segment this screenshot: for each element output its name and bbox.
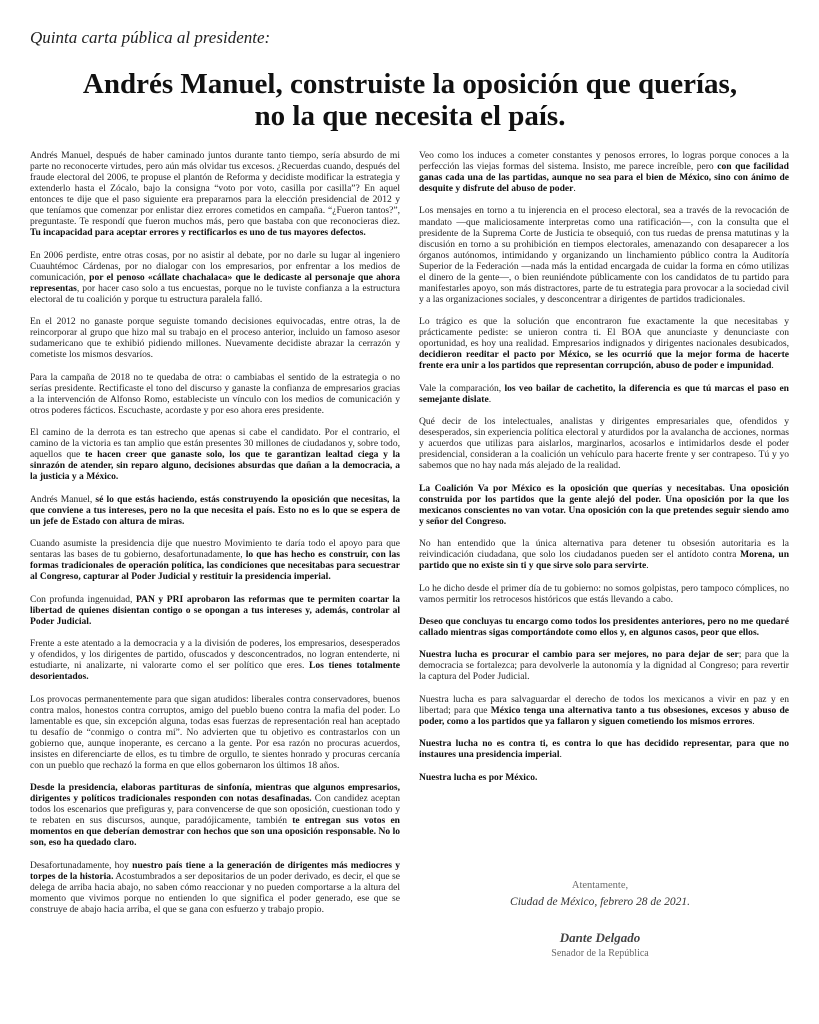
text-run: Con profunda ingenuidad, — [30, 593, 136, 605]
bold-text: Tu incapacidad para aceptar errores y rectificarlos es uno de tus mayores defectos. — [30, 227, 366, 239]
text-run: . — [752, 715, 755, 727]
text-run: Con candidez aceptan todos los escenarios que prefiguras y, para convencerse de que son oposición, cuestionan todo y te rebaten en sus discursos, aunque, paradójicamente, también — [30, 793, 400, 827]
kicker-text: Quinta carta pública al presidente: — [30, 28, 271, 47]
bold-text: lo que has hecho es construir, con las formas tradicionales de operación política, las condiciones que necesitabas para secuestrar al Congreso, capturar al Poder Judicial y restituir la presidencia imperial. — [30, 549, 400, 583]
bold-text: por el penoso «cállate chachalaca» que le dedicaste al personaje que ahora representas — [30, 271, 400, 294]
paragraph — [30, 860, 400, 915]
paragraph — [419, 150, 789, 194]
headline — [20, 68, 800, 132]
paragraph — [419, 616, 789, 638]
bold-text: te hacen creer que ganaste solo, los que te garantizan lealtad ciega y la sinrazón de atender, sin reparo alguno, decisiones absurdas que dañan a la democracia, a la justicia y a México. — [30, 449, 400, 483]
text-run: . — [771, 360, 774, 372]
paragraph — [419, 483, 789, 527]
bold-text: La Coalición Va por México es la oposición que querías y necesitabas. Una oposición construida por los partidos que la gente alejó del poder. Una oposición por la que los mexicanos conscientes no van votar. Una oposición con la que pretendes seguir siendo amo y señor del Congreso. — [419, 482, 789, 527]
paragraph — [419, 694, 789, 727]
paragraph — [419, 538, 789, 571]
paragraph — [30, 316, 400, 360]
bold-text: decidieron reeditar el pacto por México, se les ocurrió que la mejor forma de hacerte frente era unir a los partidos que representan corrupción, abuso de poder e impunidad — [419, 349, 789, 372]
text-run: Vale la comparación, — [419, 382, 505, 394]
text-run: . — [488, 393, 492, 405]
paragraph — [30, 594, 400, 627]
text-run: En el 2012 no ganaste porque seguiste tomando decisiones equivocadas, entre otras, la de reincorporar al grupo que hizo mal su trabajo en el proceso anterior, incluido un famoso asesor sudamericano que te exhibió pidiendo millones. Nuevamente decidiste abrazar la cerrazón y cometiste los mismos desvaríos. — [30, 316, 400, 361]
paragraph — [419, 205, 789, 304]
left-column — [30, 150, 400, 926]
bold-text: Los tienes totalmente desorientados. — [30, 660, 401, 683]
paragraph — [419, 738, 789, 760]
text-run: En 2006 perdiste, entre otras cosas, por no asistir al debate, por no darle su lugar al ingeniero Cuauhtémoc Cárdenas, por no dialogar con los empresarios, por enfrentar a los medios de comunicación, — [30, 249, 400, 283]
paragraph — [30, 427, 400, 482]
paragraph — [30, 782, 400, 848]
bold-text: sé lo que estás haciendo, estás construyendo la oposición que necesitas, la que conviene a tus intereses, pero no la que necesita el país. Esto no es lo que se espera de un jefe de Estado con altura de miras. — [30, 493, 400, 527]
bold-text: Deseo que concluyas tu encargo como todos los presidentes anteriores, pero no me quedaré callado mientras sigas comportándote como ellos y, en algunos casos, peor que ellos. — [419, 615, 789, 639]
text-run: . — [646, 560, 649, 572]
paragraph — [419, 416, 789, 471]
bold-text: Desde la presidencia, elaboras partituras de sinfonía, mientras que algunos empresarios, dirigentes y políticos tradicionales responden con notas desafinadas. — [30, 782, 400, 805]
headline-line-2: no la que necesita el país. — [254, 100, 566, 132]
bold-text: Morena, un partido que no existe sin ti y que sirve solo para servirte — [419, 549, 790, 572]
text-run: Lo trágico es que la solución que encontraron fue exactamente la que necesitabas y prácticamente pediste: se unieron contra ti. El BOA que anunciaste y denunciaste con oportunidad, es hoy una realidad. Empresarios indignados y dirigentes nacionales desubicados, — [419, 316, 789, 350]
paragraph — [30, 372, 400, 416]
paragraph — [419, 772, 789, 783]
paragraph — [419, 583, 789, 605]
right-column — [419, 150, 789, 794]
signature-block — [460, 880, 740, 959]
paragraph — [419, 649, 789, 682]
paragraph — [419, 316, 789, 371]
bold-text: te entregan sus votos en momentos en que deberían demostrar con hechos que son una oposición responsable. No lo son, eso ha quedado claro. — [30, 815, 400, 849]
text-run: Para la campaña de 2018 no te quedaba de otra: o cambiabas el sentido de la estrategia o no serías presidente. Rectificaste el tono del discurso y ganaste la confianza de empresarios gracias a la intervención de Alfonso Romo, estableciste un vínculo con los medios de comunicación y otros poderes fácticos. Escuchaste, acordaste y por eso ahora eres presidente. — [30, 371, 400, 416]
closing-text: Atentamente, — [571, 880, 629, 891]
bold-text: México tenga una alternativa tanto a tus obsesiones, excesos y abuso de poder, como a los partidos que ya fallaron y siguen cometiendo los mismos errores — [419, 704, 789, 727]
headline-line-1: Andrés Manuel, construiste la oposición que querías, — [82, 68, 738, 100]
bold-text: PAN y PRI aprobaron las reformas que te permiten coartar la libertad de quienes disientan contigo o se opongan a tus intereses y, además, controlar al Poder Judicial. — [30, 593, 400, 627]
text-run: Qué decir de los intelectuales, analistas y dirigentes empresariales que, ofendidos y desesperados, sin experiencia política electoral y aturdidos por la avalancha de acciones, normas y acuerdos que utilizas para aislarlos, marginarlos, acosarlos e intimidarlos desde el poder presidencial, consideran a la coalición un vehículo para hacerte frente y ser contrapeso. Tú y yo sabemos que no hay nada más alejado de la realidad. — [419, 416, 789, 472]
paragraph — [30, 494, 400, 527]
bold-text: Nuestra lucha no es contra ti, es contra lo que has decidido representar, para que no instaures una presidencia imperial — [419, 738, 789, 761]
paragraph — [30, 694, 400, 771]
text-run: El camino de la derrota es tan estrecho que apenas si cabe el candidato. Por el contrario, el camino de la victoria es tan amplio que están presentes 30 millones de ciudadanos y, sobre todo, aquellos que — [30, 427, 400, 461]
paragraph — [30, 638, 400, 682]
bold-text: con que facilidad ganas cada una de las partidas, aunque no sea para el bien de México, sino con ánimo de desquite y disfrute del abuso de poder — [419, 161, 789, 195]
text-run: Lo he dicho desde el primer día de tu gobierno: no somos golpistas, pero tampoco cómplices, no vamos permitir los retrocesos históricos que estás llevando a cabo. — [419, 582, 789, 605]
text-run: Veo como los induces a cometer constantes y penosos errores, lo logras porque conoces a la perfección las viejas formas del sistema. Insisto, me parece increíble, pero — [419, 150, 789, 173]
text-run: ; para que la democracia se fortalezca; para devolverle la autonomía y la dignidad al Congreso; para revertir la captura del Poder Judicial. — [419, 649, 790, 683]
bold-text: Nuestra lucha es procurar el cambio para ser mejores, no para dejar de ser — [419, 649, 739, 661]
text-run: No han entendido que la única alternativa para detener tu obsesión autoritaria es la reivindicación ciudadana, que solo los ciudadanos pueden ser el antídoto contra — [419, 538, 789, 561]
text-run: Andrés Manuel, después de haber caminado juntos durante tanto tiempo, sería absurdo de mi parte no reconocerte virtudes, pero aún más olvidar tus excesos. ¿Recuerdas cuando, después del fraude electoral del 2006, te propuse el plantón de Reforma y decidiste modificar la estrategia y extenderlo hasta el Zócalo, bajo la consigna “voto por voto, casilla por casilla”? En aquel entonces te dije que el paso siguiente era prepararnos para la elección presidencial de 2012 y que teníamos que comenzar por enlistar diez errores cometidos en campaña. “¿Fueron tantos?”, preguntaste. Te respondí que fueron muchos más, pero que bastaba con que reconocieras diez. — [30, 150, 400, 228]
text-run: . — [559, 749, 562, 761]
text-run: . — [573, 183, 576, 195]
signer-role: Senador de la República — [551, 948, 649, 959]
text-run: Acostumbrados a ser depositarios de un poder derivado, es decir, el que se delega de arriba hacia abajo, no saben cómo reaccionar y no pueden comportarse a la altura del momento que vivimos porque no entienden lo que significa el poder generado, ese que se construye de abajo hacia arriba, el que se gana con esfuerzo y trabajo propio. — [30, 870, 400, 915]
place-date: Ciudad de México, febrero 28 de 2021. — [510, 896, 690, 908]
paragraph — [30, 250, 400, 305]
text-run: Los mensajes en torno a tu injerencia en el proceso electoral, sea a través de la revocación de mandato —que maliciosamente interpretas como una ratificación—, con la consulta que el presidente de la Suprema Corte de Justicia te obsequió, con tus ruedas de prensa matutinas y la discusión en torno a su prohibición en tiempos electorales, amenazando con desaparecer a los órganos autónomos, intimidando y organizando un linchamiento público contra la Auditoría Superior de la Federación —nada más la entidad encargada de cuidar la forma en cómo utilizas el dinero de la gente—, o bien reuniéndote públicamente con los candidatos de tu partido para manifestarles apoyo, son más distractores, parte de tu estrategia para provocar a la sociedad civil y a las organizaciones sociales, y desconcentrar a dirigentes de partidos tradicionales. — [419, 205, 789, 305]
text-run: Andrés Manuel, — [30, 493, 96, 505]
bold-text: nuestro país tiene a la generación de dirigentes más mediocres y torpes de la historia. — [30, 859, 400, 882]
paragraph — [30, 538, 400, 582]
text-run: Los provocas permanentemente para que sigan atudidos: liberales contra conservadores, buenos contra malos, honestos contra corruptos, amigo del pueblo bueno contra la mafia del poder. Lo lamentable es que, sin excepción alguna, todas esas fuerzas de representación real han aceptado tu desafío de “conmigo o contra mí”. No advierten que tu objetivo es contrastarlos con un gobierno que, aunque inoperante, es cercano a la gente. Por esa razón no procuras acuerdos, insistes en diferenciarte de ellos, es tu timbre de orgullo, te sientes honrado y procuras cercanía con un pueblo que rechazó la forma en que ellos gobernaron los últimos 18 años. — [30, 693, 400, 771]
text-run: Nuestra lucha es para salvaguardar el derecho de todos los mexicanos a vivir en paz y en libertad; para que — [419, 693, 789, 716]
text-run: Cuando asumiste la presidencia dije que nuestro Movimiento te daría todo el apoyo para que sentaras las bases de tu gobierno, desafortunadamente, — [30, 538, 400, 561]
paragraph — [30, 150, 400, 238]
signer-name: Dante Delgado — [559, 930, 641, 945]
text-run: Frente a este atentado a la democracia y a la división de poderes, los empresarios, desesperados y ofendidos, y los dirigentes de partido, ofuscados y desconcentrados, no logran entenderte, ni estudiarte, ni analizarte, ni valorarte como el ser político que eres. — [30, 638, 400, 672]
text-run: , por hacer caso solo a tus encuestas, porque no le tuviste confianza a la estructura electoral de tu coalición y porque tu estructura paralela falló. — [30, 282, 400, 305]
bold-text: Nuestra lucha es por México. — [419, 771, 538, 783]
bold-text: los veo bailar de cachetito, la diferencia es que tú marcas el paso en semejante dislate — [419, 382, 789, 405]
text-run: Desafortunadamente, hoy — [30, 859, 133, 871]
paragraph — [419, 383, 789, 405]
